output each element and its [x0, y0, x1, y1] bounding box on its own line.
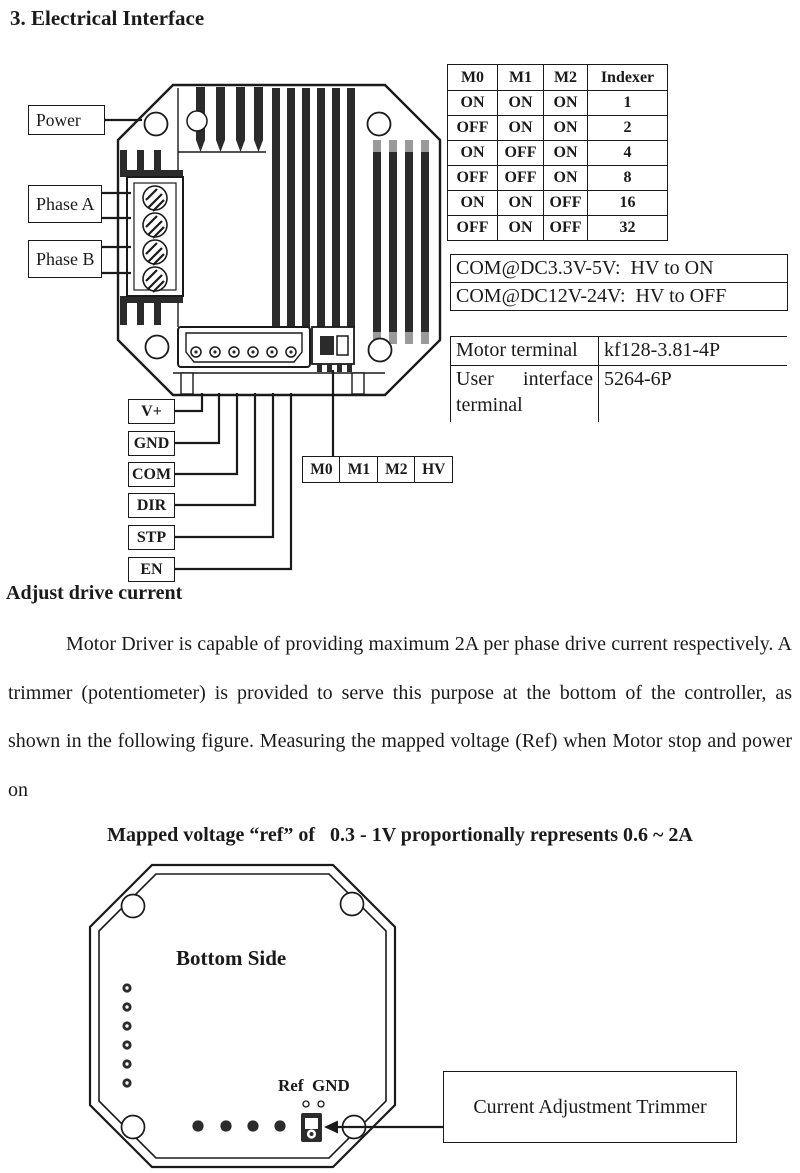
phase-a-label-box: Phase A	[28, 185, 102, 223]
fin-hole	[187, 111, 207, 131]
indexer-cell: ON	[498, 216, 544, 241]
pin-label-dir: DIR	[128, 493, 175, 518]
indexer-row	[448, 216, 668, 241]
indexer-cell: 8	[588, 166, 668, 191]
indexer-header: Indexer	[588, 65, 668, 91]
indexer-cell: OFF	[498, 141, 544, 166]
user-interface-connector	[178, 327, 310, 367]
page-title: 3. Electrical Interface	[10, 6, 205, 30]
indexer-header-row	[448, 65, 668, 91]
indexer-row	[448, 91, 668, 116]
power-label-box: Power	[28, 105, 105, 135]
indexer-row	[448, 141, 668, 166]
phase-b-label-box: Phase B	[28, 240, 102, 278]
terminal-name: User interface terminal	[451, 366, 599, 422]
com-voltage-row: COM@DC12V-24V: HV to OFF	[450, 282, 788, 311]
adjust-drive-current-heading: Adjust drive current	[6, 582, 183, 604]
indexer-cell: 1	[588, 91, 668, 116]
pin-label-vplus: V+	[128, 399, 175, 424]
indexer-cell: ON	[498, 191, 544, 216]
ref-gnd-label: Ref GND	[278, 1076, 350, 1095]
indexer-cell: OFF	[448, 216, 498, 241]
gnd-wire	[175, 393, 219, 443]
pin-label-com: COM	[128, 462, 175, 487]
dir-wire	[175, 393, 255, 505]
indexer-cell: 2	[588, 116, 668, 141]
indexer-cell: OFF	[498, 166, 544, 191]
indexer-cell: ON	[544, 166, 588, 191]
indexer-cell: OFF	[448, 116, 498, 141]
indexer-cell: ON	[448, 141, 498, 166]
indexer-cell: OFF	[544, 191, 588, 216]
current-adjustment-trimmer-callout: Current Adjustment Trimmer	[443, 1071, 737, 1143]
indexer-cell: OFF	[448, 166, 498, 191]
pin-label-stp: STP	[128, 525, 175, 550]
indexer-cell: OFF	[544, 216, 588, 241]
indexer-cell: ON	[498, 116, 544, 141]
com-voltage-table	[450, 254, 788, 311]
bottom-side-label: Bottom Side	[176, 946, 287, 970]
mode-pin-m2: M2	[377, 456, 416, 483]
indexer-header: M0	[448, 65, 498, 91]
com-voltage-row: COM@DC3.3V-5V: HV to ON	[450, 254, 788, 283]
mode-pin-hv: HV	[414, 456, 453, 483]
indexer-cell: ON	[544, 91, 588, 116]
mode-pin-m0: M0	[302, 456, 341, 483]
indexer-cell: ON	[448, 91, 498, 116]
terminal-value: kf128-3.81-4P	[599, 337, 787, 366]
terminal-value: 5264-6P	[604, 368, 672, 390]
terminal-name: Motor terminal	[451, 337, 599, 366]
stp-wire	[175, 393, 273, 537]
com-wire	[175, 393, 237, 474]
indexer-cell: ON	[498, 91, 544, 116]
indexer-header: M2	[544, 65, 588, 91]
pin-label-gnd: GND	[128, 431, 175, 456]
indexer-cell: ON	[544, 141, 588, 166]
mode-pin-m1: M1	[339, 456, 378, 483]
indexer-cell: 16	[588, 191, 668, 216]
terminal-type-table	[450, 336, 787, 422]
indexer-table	[447, 64, 668, 241]
mapped-voltage-note: Mapped voltage “ref” of 0.3 - 1V proportionally represents 0.6 ~ 2A	[107, 824, 693, 846]
indexer-row	[448, 191, 668, 216]
drive-current-paragraph: Motor Driver is capable of providing maximum 2A per phase drive current respectively. A trimmer (potentiometer) is provided to serve this purpose at the bottom of the controller, as shown in the following figure. Measuring the mapped voltage (Ref) when Motor stop and power on	[8, 633, 792, 801]
mode-pin-row	[302, 456, 453, 483]
indexer-cell: ON	[448, 191, 498, 216]
screw-terminal-block	[127, 170, 183, 303]
pin-label-en: EN	[128, 557, 175, 582]
indexer-row	[448, 166, 668, 191]
indexer-cell: ON	[544, 116, 588, 141]
indexer-cell: 4	[588, 141, 668, 166]
indexer-cell: 32	[588, 216, 668, 241]
indexer-row	[448, 116, 668, 141]
current-trimmer-component	[301, 1113, 322, 1142]
indexer-header: M1	[498, 65, 544, 91]
